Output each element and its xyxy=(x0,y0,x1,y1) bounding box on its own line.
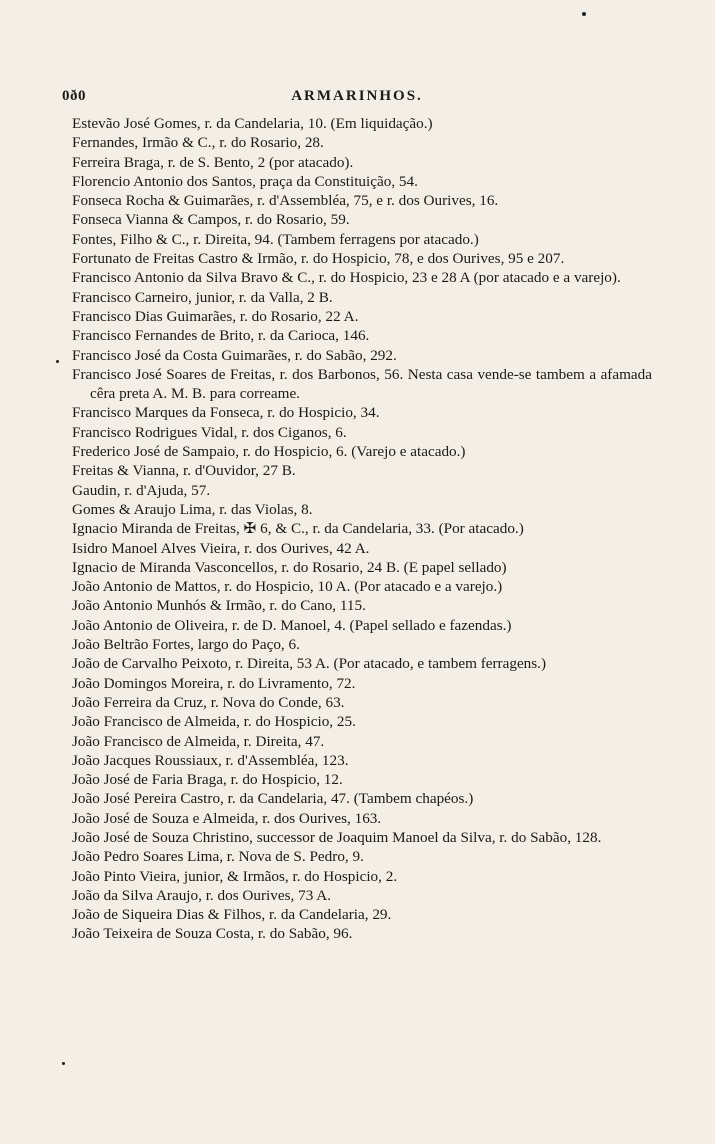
directory-entry: João Beltrão Fortes, largo do Paço, 6. xyxy=(72,636,300,654)
page-header xyxy=(62,88,652,110)
directory-entry: Florencio Antonio dos Santos, praça da Constituição, 54. xyxy=(72,172,418,190)
directory-entry: João José de Faria Braga, r. do Hospicio, 12. xyxy=(72,771,343,789)
directory-entry: Fortunato de Freitas Castro & Irmão, r. do Hospicio, 78, e dos Ourives, 95 e 207. xyxy=(72,250,565,268)
directory-entry: Francisco Fernandes de Brito, r. da Carioca, 146. xyxy=(72,327,370,345)
directory-entry: Ferreira Braga, r. de S. Bento, 2 (por atacado). xyxy=(72,153,354,171)
directory-entry: João Francisco de Almeida, r. do Hospicio, 25. xyxy=(72,713,356,731)
directory-entry: João José Pereira Castro, r. da Candelaria, 47. (Tambem chapéos.) xyxy=(72,790,474,808)
directory-entry: Francisco José da Costa Guimarães, r. do Sabão, 292. xyxy=(72,346,397,364)
page-number: 0ð0 xyxy=(62,88,86,104)
directory-entry: João Antonio Munhós & Irmão, r. do Cano, 115. xyxy=(72,597,366,615)
directory-entry: Fonseca Vianna & Campos, r. do Rosario, 59. xyxy=(72,211,350,229)
directory-entry: João de Siqueira Dias & Filhos, r. da Candelaria, 29. xyxy=(72,906,392,924)
directory-entry: Fernandes, Irmão & C., r. do Rosario, 28. xyxy=(72,134,324,152)
directory-entry: Gaudin, r. d'Ajuda, 57. xyxy=(72,481,211,499)
running-title: ARMARINHOS. xyxy=(291,88,423,104)
directory-entry: Francisco Marques da Fonseca, r. do Hospicio, 34. xyxy=(72,404,380,422)
directory-entry: João José de Souza e Almeida, r. dos Ourives, 163. xyxy=(72,809,382,827)
directory-entry: João Ferreira da Cruz, r. Nova do Conde, 63. xyxy=(72,693,345,711)
directory-entry: Estevão José Gomes, r. da Candelaria, 10. (Em liquidação.) xyxy=(72,115,433,132)
directory-entry: João Pinto Vieira, junior, & Irmãos, r. do Hospicio, 2. xyxy=(72,867,398,885)
directory-entry: João Jacques Roussiaux, r. d'Assembléa, 123. xyxy=(72,751,349,769)
directory-entry: Isidro Manoel Alves Vieira, r. dos Ourives, 42 A. xyxy=(72,539,370,557)
directory-entry: João Teixeira de Souza Costa, r. do Sabão, 96. xyxy=(72,925,353,943)
directory-entry: Francisco Carneiro, junior, r. da Valla, 2 B. xyxy=(72,288,333,306)
directory-entry: Freitas & Vianna, r. d'Ouvidor, 27 B. xyxy=(72,462,296,480)
directory-entry: Frederico José de Sampaio, r. do Hospicio, 6. (Varejo e atacado.) xyxy=(72,443,466,461)
ink-speck xyxy=(56,360,59,363)
directory-entry: João Antonio de Mattos, r. do Hospicio, 10 A. (Por atacado e a varejo.) xyxy=(72,578,503,596)
directory-entry: Ignacio Miranda de Freitas, ✠ 6, & C., r. da Candelaria, 33. (Por atacado.) xyxy=(72,520,524,538)
directory-entry: Francisco Antonio da Silva Bravo & C., r. do Hospicio, 23 e 28 A (por atacado e a varejo). xyxy=(72,269,621,287)
directory-entry: João José de Souza Christino, successor de Joaquim Manoel da Silva, r. do Sabão, 128. xyxy=(72,828,602,846)
directory-listing xyxy=(72,114,652,944)
directory-entry: Francisco José Soares de Freitas, r. dos Barbonos, 56. Nesta casa vende-se tambem a afamada cêra preta A. M. B. para correame. xyxy=(72,365,652,403)
ink-speck xyxy=(582,12,586,16)
directory-entry: Gomes & Araujo Lima, r. das Violas, 8. xyxy=(72,500,313,518)
directory-entry: João Francisco de Almeida, r. Direita, 47. xyxy=(72,732,325,750)
directory-entry: João Pedro Soares Lima, r. Nova de S. Pedro, 9. xyxy=(72,848,364,866)
directory-entry: Francisco Rodrigues Vidal, r. dos Ciganos, 6. xyxy=(72,423,347,441)
directory-entry: Ignacio de Miranda Vasconcellos, r. do Rosario, 24 B. (E papel sellado) xyxy=(72,558,507,576)
directory-entry: João Antonio de Oliveira, r. de D. Manoel, 4. (Papel sellado e fazendas.) xyxy=(72,616,512,634)
directory-entry: Fontes, Filho & C., r. Direita, 94. (Tambem ferragens por atacado.) xyxy=(72,230,479,248)
directory-entry: João de Carvalho Peixoto, r. Direita, 53 A. (Por atacado, e tambem ferragens.) xyxy=(72,655,547,673)
directory-entry: Francisco Dias Guimarães, r. do Rosario, 22 A. xyxy=(72,307,359,325)
ink-speck xyxy=(62,1062,65,1065)
directory-entry: João Domingos Moreira, r. do Livramento, 72. xyxy=(72,674,356,692)
directory-entry: João da Silva Araujo, r. dos Ourives, 73 A. xyxy=(72,886,332,904)
directory-entry: Fonseca Rocha & Guimarães, r. d'Assembléa, 75, e r. dos Ourives, 16. xyxy=(72,192,499,210)
